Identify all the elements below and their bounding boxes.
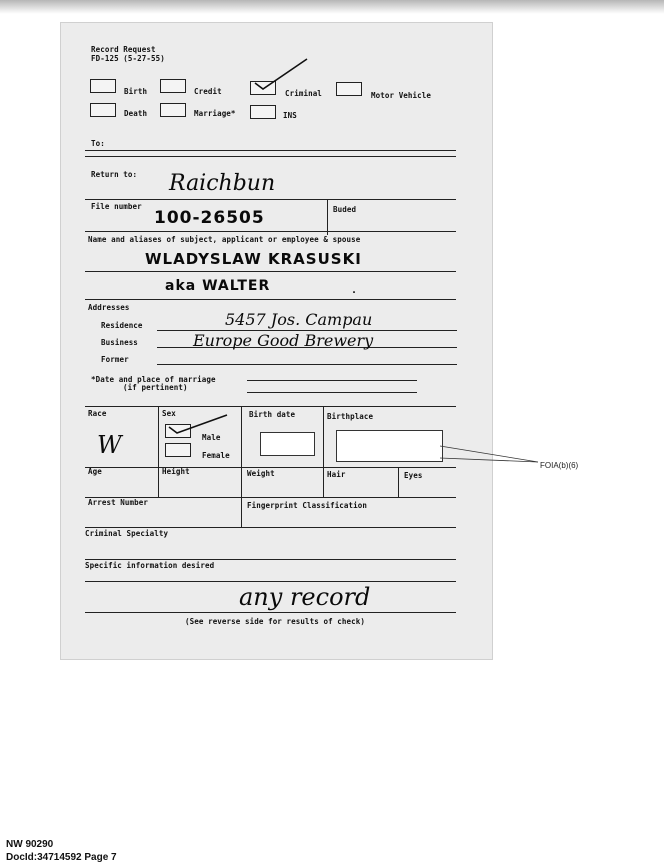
- motor-vehicle-label: Motor Vehicle: [371, 91, 431, 100]
- ins-checkbox[interactable]: [250, 105, 276, 119]
- divider: [85, 559, 456, 560]
- criminal-specialty-label: Criminal Specialty: [85, 529, 169, 538]
- divider: [85, 199, 456, 200]
- race-label: Race: [88, 409, 107, 418]
- former-line: [157, 364, 457, 365]
- divider: [85, 299, 456, 300]
- business-label: Business: [101, 338, 138, 347]
- birth-date-label: Birth date: [249, 410, 296, 419]
- birth-label: Birth: [124, 87, 148, 96]
- hair-label: Hair: [327, 470, 346, 479]
- divider: [85, 527, 456, 528]
- death-label: Death: [124, 109, 148, 118]
- scan-edge-shadow: [0, 0, 664, 14]
- ins-label: INS: [283, 111, 297, 120]
- alias-handwriting: aka WALTER: [165, 278, 271, 294]
- divider: [85, 406, 456, 407]
- specific-info-handwriting: any record: [239, 583, 371, 611]
- check-mark-icon: [251, 57, 311, 93]
- divider: [158, 406, 159, 468]
- form-title: Record Request: [91, 45, 156, 54]
- return-to-handwriting: Raichbun: [169, 171, 276, 196]
- name-handwriting: WLADYSLAW KRASUSKI: [145, 250, 362, 268]
- race-handwriting: W: [97, 431, 122, 459]
- marriage-line: [247, 392, 417, 393]
- divider: [241, 497, 242, 527]
- arrest-number-label: Arrest Number: [88, 498, 148, 507]
- foia-leader-lines: [440, 440, 540, 470]
- divider: [85, 231, 456, 232]
- specific-info-label: Specific information desired: [85, 561, 215, 570]
- return-to-label: Return to:: [91, 170, 138, 179]
- divider: [398, 467, 399, 497]
- former-label: Former: [101, 355, 129, 364]
- buded-label: Buded: [333, 205, 357, 214]
- fingerprint-label: Fingerprint Classification: [247, 501, 367, 510]
- divider: [158, 467, 159, 497]
- divider: [85, 271, 456, 272]
- record-request-card: [60, 22, 493, 660]
- marriage-date-label-2: (if pertinent): [123, 383, 188, 392]
- divider: [85, 156, 456, 157]
- birth-checkbox[interactable]: [90, 79, 116, 93]
- divider: [85, 612, 456, 613]
- form-number: FD-125 (5-27-55): [91, 54, 165, 63]
- divider: [327, 199, 328, 235]
- credit-checkbox[interactable]: [160, 79, 186, 93]
- eyes-label: Eyes: [404, 471, 423, 480]
- name-label: Name and aliases of subject, applicant or employee & spouse: [88, 235, 361, 244]
- death-checkbox[interactable]: [90, 103, 116, 117]
- reverse-note: (See reverse side for results of check): [185, 617, 365, 626]
- weight-label: Weight: [247, 469, 275, 478]
- divider: [241, 406, 242, 468]
- divider: [323, 467, 324, 497]
- residence-label: Residence: [101, 321, 143, 330]
- age-label: Age: [88, 467, 102, 476]
- height-label: Height: [162, 467, 190, 476]
- redaction-box: [336, 430, 443, 462]
- to-label: To:: [91, 139, 105, 148]
- marriage-checkbox[interactable]: [160, 103, 186, 117]
- footer-docid: DocId:34714592 Page 7: [6, 852, 117, 863]
- divider: [323, 406, 324, 468]
- marriage-line: [247, 380, 417, 381]
- birthplace-label: Birthplace: [327, 412, 374, 421]
- credit-label: Credit: [194, 87, 222, 96]
- business-handwriting: Europe Good Brewery: [193, 331, 374, 350]
- file-number-handwriting: 100-26505: [154, 208, 265, 228]
- file-number-label: File number: [91, 202, 142, 211]
- divider: [85, 581, 456, 582]
- sex-label: Sex: [162, 409, 176, 418]
- divider: [85, 150, 456, 151]
- criminal-label: Criminal: [285, 89, 322, 98]
- male-label: Male: [202, 433, 221, 442]
- female-checkbox[interactable]: [165, 443, 191, 457]
- mark-dot: .: [351, 285, 358, 296]
- redaction-box: [260, 432, 315, 456]
- divider: [241, 467, 242, 497]
- divider: [85, 467, 456, 468]
- foia-exemption-label: FOIA(b)(6): [540, 461, 579, 470]
- footer-nw-number: NW 90290: [6, 839, 54, 850]
- residence-handwriting: 5457 Jos. Campau: [225, 310, 373, 329]
- marriage-label: Marriage*: [194, 109, 236, 118]
- female-label: Female: [202, 451, 230, 460]
- motor-vehicle-checkbox[interactable]: [336, 82, 362, 96]
- marriage-date-label: *Date and place of marriage: [91, 375, 216, 384]
- addresses-label: Addresses: [88, 303, 130, 312]
